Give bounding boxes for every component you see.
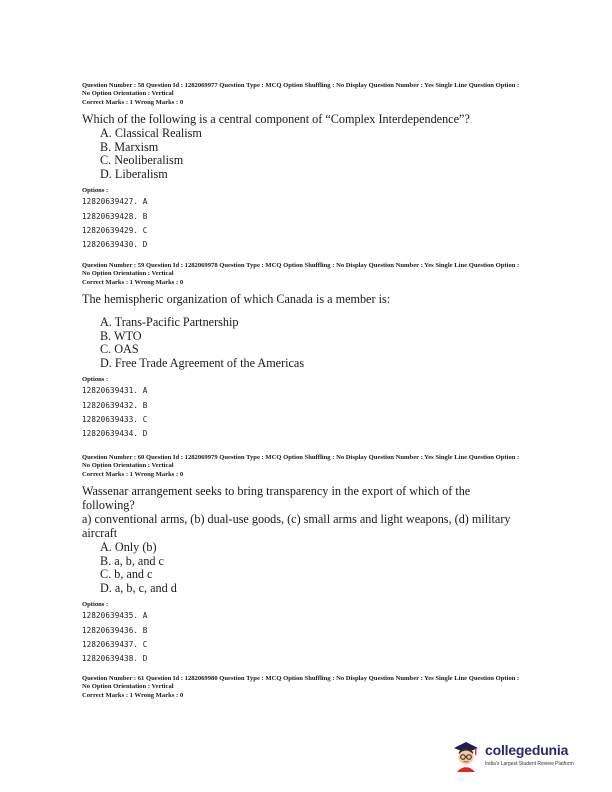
question-stem-items: a) conventional arms, (b) dual-use goods, (c) small arms and light weapons, (d) military aircraft: [82, 512, 511, 540]
choice-c: C. Neoliberalism: [100, 153, 184, 168]
question-stem: Which of the following is a central component of “Complex Interdependence”?: [82, 112, 470, 126]
choice-d: D. Free Trade Agreement of the Americas: [100, 355, 305, 370]
question-58: [82, 82, 522, 252]
question-stem: Wassenar arrangement seeks to bring transparency in the export of which of the following?: [82, 484, 471, 512]
logo-tagline: India's Largest Student Review Platform: [485, 761, 574, 767]
question-marks: Correct Marks : 1 Wrong Marks : 0: [82, 279, 184, 286]
choice-list: [82, 316, 522, 370]
option-id-b: 12820639436. B: [82, 625, 148, 635]
question-marks: Correct Marks : 1 Wrong Marks : 0: [82, 471, 184, 478]
question-marks: Correct Marks : 1 Wrong Marks : 0: [82, 692, 184, 699]
option-id-b: 12820639432. B: [82, 400, 148, 410]
question-marks: Correct Marks : 1 Wrong Marks : 0: [82, 99, 184, 106]
question-60: [82, 454, 522, 666]
option-id-c: 12820639429. C: [82, 225, 148, 235]
options-label: Options :: [82, 601, 109, 609]
choice-c: C. b, and c: [100, 567, 153, 582]
choice-c: C. OAS: [100, 342, 139, 357]
choice-d: D. a, b, c, and d: [100, 580, 177, 595]
option-id-b: 12820639428. B: [82, 211, 148, 221]
question-meta: Question Number : 59 Question Id : 1282069978 Question Type : MCQ Option Shuffling : No Display Question Number : Yes Single Line Question Option : No Option Orientation : Vertical: [82, 262, 520, 277]
option-id-c: 12820639433. C: [82, 414, 148, 424]
option-id-d: 12820639438. D: [82, 653, 148, 663]
logo-wordmark: collegedunia: [485, 742, 569, 758]
question-meta: Question Number : 60 Question Id : 1282069979 Question Type : MCQ Option Shuffling : No Display Question Number : Yes Single Line Question Option : No Option Orientation : Vertical: [82, 454, 520, 469]
choice-a: A. Classical Realism: [100, 126, 202, 140]
collegedunia-logo: [452, 740, 602, 772]
option-id-c: 12820639437. C: [82, 639, 148, 649]
option-id-a: 12820639431. A: [82, 386, 148, 396]
question-stem: The hemispheric organization of which Canada is a member is:: [82, 292, 391, 306]
choice-d: D. Liberalism: [100, 166, 168, 181]
student-mascot-icon: [452, 740, 480, 772]
choice-b: B. Marxism: [100, 139, 159, 154]
question-59: [82, 262, 522, 441]
choice-b: B. a, b, and c: [100, 553, 164, 568]
option-id-d: 12820639430. D: [82, 239, 148, 249]
choice-list: [82, 541, 522, 595]
choice-list: [82, 127, 522, 181]
choice-b: B. WTO: [100, 328, 142, 343]
question-meta: Question Number : 61 Question Id : 1282069980 Question Type : MCQ Option Shuffling : No Display Question Number : Yes Single Line Question Option : No Option Orientation : Vertical: [82, 675, 520, 690]
options-label: Options :: [82, 376, 109, 384]
option-id-a: 12820639427. A: [82, 197, 148, 207]
choice-a: A. Trans-Pacific Partnership: [100, 315, 239, 329]
question-meta: Question Number : 58 Question Id : 1282069977 Question Type : MCQ Option Shuffling : No Display Question Number : Yes Single Line Question Option : No Option Orientation : Vertical: [82, 82, 520, 97]
options-label: Options :: [82, 187, 109, 195]
option-id-d: 12820639434. D: [82, 428, 148, 438]
option-id-a: 12820639435. A: [82, 611, 148, 621]
choice-a: A. Only (b): [100, 540, 157, 554]
question-61: [82, 675, 522, 700]
